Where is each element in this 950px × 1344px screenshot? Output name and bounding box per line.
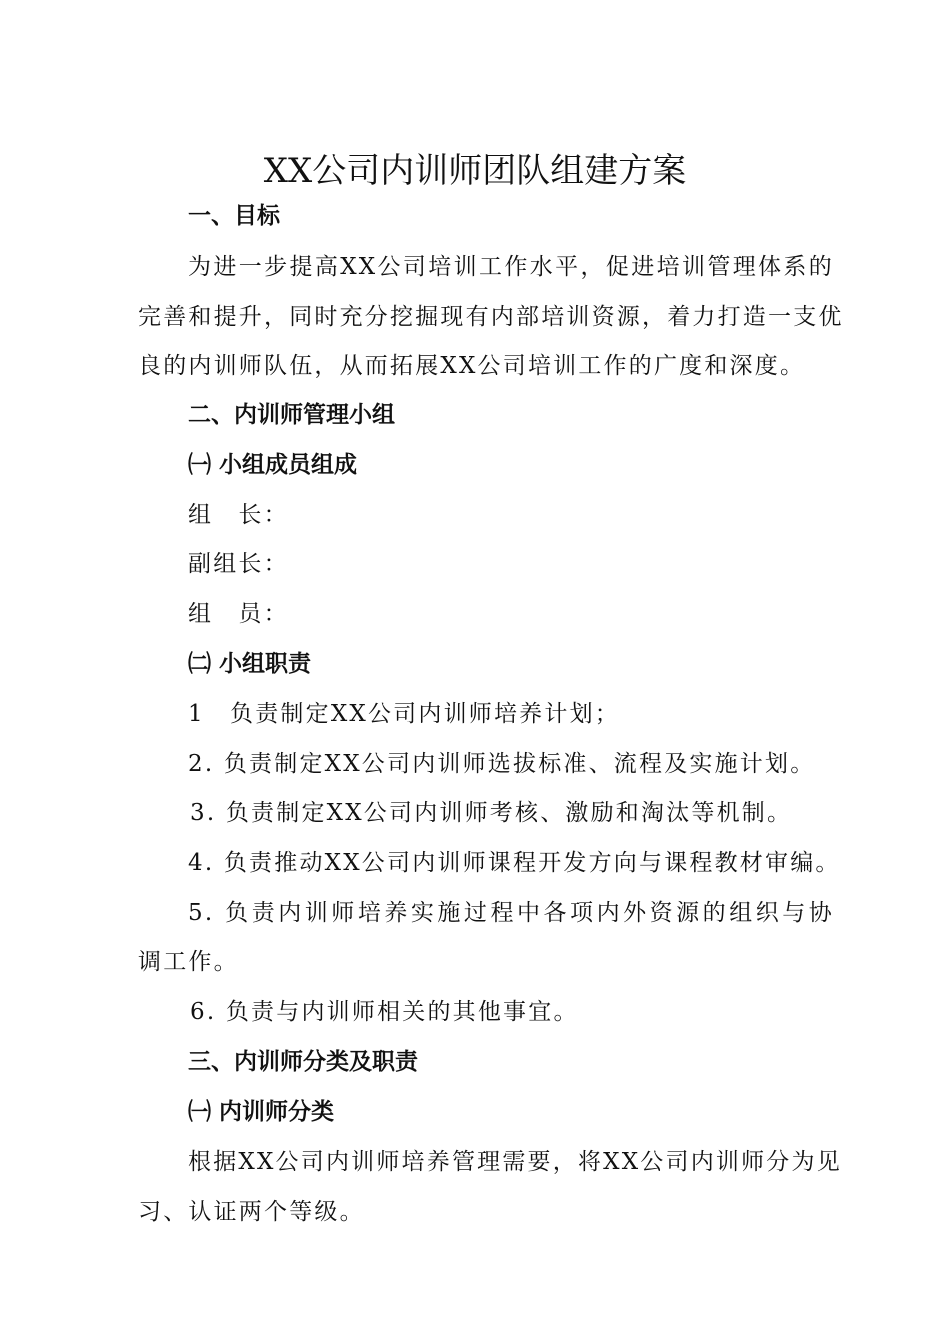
section-heading-goal: 一、目标 [188, 203, 280, 229]
section-heading-classification: 三、内训师分类及职责 [188, 1049, 418, 1075]
duty-item-6: 6. 负责与内训师相关的其他事宜。 [190, 999, 579, 1025]
document-title: XX公司内训师团队组建方案 [263, 151, 687, 191]
subsection-heading-members: ㈠ 小组成员组成 [188, 452, 358, 478]
goal-paragraph-line-3: 良的内训师队伍，从而拓展XX公司培训工作的广度和深度。 [138, 353, 806, 379]
duty-item-4: 4. 负责推动XX公司内训师课程开发方向与课程教材审编。 [188, 850, 841, 876]
subsection-heading-duties: ㈡ 小组职责 [188, 651, 312, 677]
goal-paragraph-line-2: 完善和提升，同时充分挖掘现有内部培训资源，着力打造一支优 [138, 304, 844, 330]
duty-item-3: 3. 负责制定XX公司内训师考核、激励和淘汰等机制。 [190, 800, 793, 826]
member-staff-label: 组 员： [188, 601, 289, 627]
goal-paragraph-line-1: 为进一步提高XX公司培训工作水平，促进培训管理体系的 [188, 254, 834, 280]
duty-item-5-line-2: 调工作。 [138, 949, 239, 975]
member-deputy-label: 副组长： [188, 551, 289, 577]
classification-paragraph-line-1: 根据XX公司内训师培养管理需要，将XX公司内训师分为见 [188, 1149, 842, 1175]
section-heading-management-group: 二、内训师管理小组 [188, 402, 395, 428]
classification-paragraph-line-2: 习、认证两个等级。 [138, 1199, 365, 1225]
duty-item-5-line-1: 5. 负责内训师培养实施过程中各项内外资源的组织与协 [188, 900, 834, 926]
subsection-heading-classification: ㈠ 内训师分类 [188, 1099, 335, 1125]
duty-item-2: 2. 负责制定XX公司内训师选拔标准、流程及实施计划。 [188, 751, 816, 777]
member-leader-label: 组 长： [188, 502, 289, 528]
duty-item-1: 1 负责制定XX公司内训师培养计划； [188, 701, 620, 727]
